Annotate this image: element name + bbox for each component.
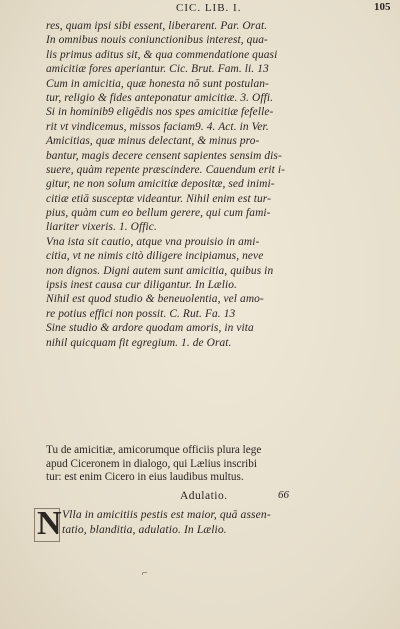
page-header xyxy=(0,2,400,16)
drop-cap-letter: N xyxy=(37,505,62,542)
text-line: non dignos. Digni autem sunt amicitia, quibus in xyxy=(46,264,274,277)
catchword-mark: ⌐ xyxy=(142,568,148,579)
text-line: citiæ etiā susceptæ videantur. Nihil enim est tur- xyxy=(46,192,271,205)
commentary-block xyxy=(46,444,364,485)
text-line: rit vt vindicemus, missos faciam9. 4. Act. in Ver. xyxy=(46,120,269,133)
quotations-block xyxy=(46,19,364,350)
text-line: gitur, ne non solum amicitiæ depositæ, sed inimi- xyxy=(46,178,275,191)
text-line: Nihil est quod studio & beneuolentia, vel amo- xyxy=(46,293,264,306)
text-line: Sine studio & ardore quodam amoris, in vita xyxy=(46,322,254,335)
page-number: 105 xyxy=(374,1,391,13)
text-line: apud Ciceronem in dialogo, qui Lælius inscribi xyxy=(46,457,257,470)
text-line: Vlla in amicitiis pestis est maior, quā assen- xyxy=(62,508,271,521)
text-line: nihil quicquam fit egregium. 1. de Orat. xyxy=(46,336,232,349)
text-line: res, quam ipsi sibi essent, liberarent. Par. Orat. xyxy=(46,20,268,32)
text-line: tur: est enim Cicero in eius laudibus multus. xyxy=(46,471,244,484)
text-line: Vna ista sit cautio, atque vna prouisio in ami- xyxy=(46,235,260,248)
text-line: lis primus aditus sit, & qua commendatione quasi xyxy=(46,48,278,61)
text-line: amicitiæ fores aperiantur. Cic. Brut. Fam. li. 13 xyxy=(46,63,269,76)
text-line: In omnibus nouis coniunctionibus interest, qua- xyxy=(46,34,268,47)
text-line: re potius effici non possit. C. Rut. Fa. 13 xyxy=(46,307,236,320)
text-line: pius, quàm cum eo bellum gerere, qui cum fami- xyxy=(46,207,271,220)
text-line: Tu de amicitiæ, amicorumque officiis plura lege xyxy=(46,444,262,456)
text-line: tur, religio & fides anteponatur amicitiæ. 3. Offi. xyxy=(46,91,274,104)
text-line: bantur, magis decere censent sapientes sensim dis- xyxy=(46,149,282,162)
section-number: 66 xyxy=(278,489,289,501)
text-line: Amicitias, quæ minus delectant, & minus pro- xyxy=(46,135,260,148)
text-line: tatio, blanditia, adulatio. In Lælio. xyxy=(62,523,227,536)
section-title: Adulatio. xyxy=(180,490,228,502)
text-line: citia, vt ne nimis citò diligere incipiamus, neve xyxy=(46,250,264,263)
text-line: Si in hominib9 eligēdis nos spes amicitiæ fefelle- xyxy=(46,106,274,119)
final-quotation xyxy=(62,507,362,537)
section-heading xyxy=(0,490,400,504)
text-line: liariter vixeris. 1. Offic. xyxy=(46,221,157,234)
drop-cap xyxy=(34,505,62,542)
text-line: Cum in amicitia, quæ honesta nō sunt postulan- xyxy=(46,77,269,90)
text-line: suere, quàm repente præscindere. Cauendum erit i- xyxy=(46,163,285,176)
text-line: ipsis inest causa cur diligantur. In Lælio. xyxy=(46,279,237,292)
running-head: CIC. LIB. I. xyxy=(176,2,242,14)
